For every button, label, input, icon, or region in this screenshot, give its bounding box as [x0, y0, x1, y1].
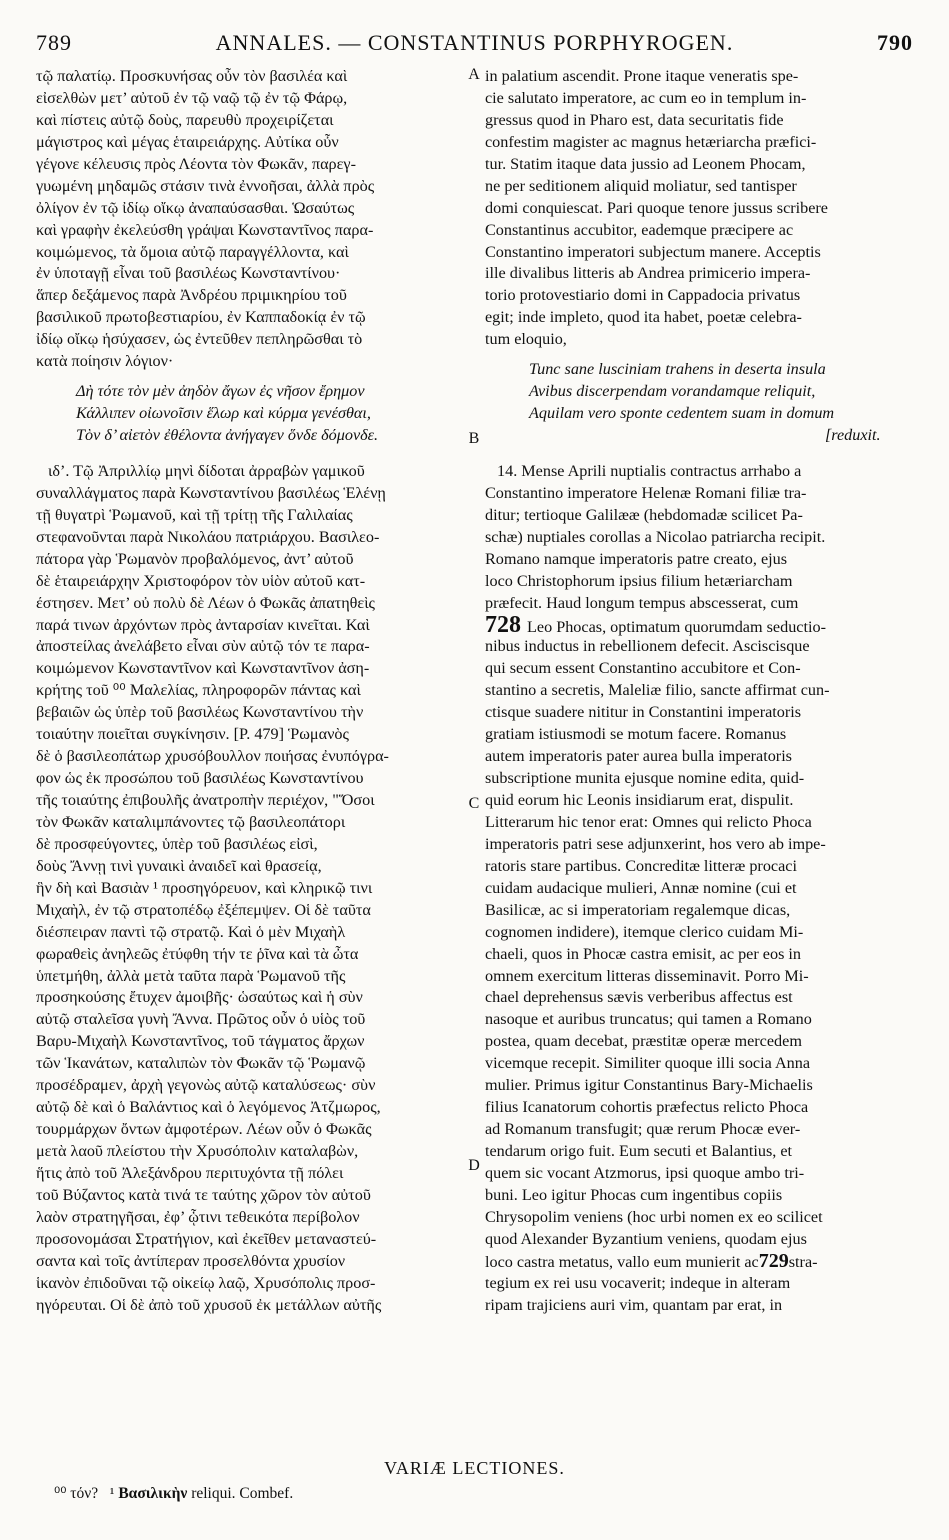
greek-text-line: καὶ πίστεις αὐτῷ δοὺς, παρευθὺ προχειρίζεται: [36, 110, 334, 129]
latin-text-line: mulier. Primus igitur Constantinus Bary-Michaelis: [485, 1076, 813, 1095]
latin-verse-line: Tunc sane lusciniam trahens in deserta insula: [529, 360, 826, 379]
latin-text-line: chaeli, quos in Phocæ castra emisit, ac per eos in: [485, 944, 802, 963]
latin-text-line: 728 Leo Phocas, optimatum quorumdam seductio-: [485, 615, 913, 637]
latin-text-line: cognomen indidere), itemque clerico cuidam Mi-: [485, 922, 804, 941]
greek-text-line: προσηκούσης ἔτυχεν ἀμοιβῆς· ὡσαύτως καὶ ἡ σὺν: [36, 988, 363, 1007]
latin-text-line: tegium ex rei usu vocaverit; indeque in alteram: [485, 1273, 791, 1292]
greek-text-line: κατὰ ποίησιν λόγιον·: [36, 352, 174, 371]
latin-text-line: nasoque et auribus truncatus; qui tamen a Romano: [485, 1010, 812, 1029]
spacer: [485, 447, 913, 461]
greek-text-line: ηγόρευται. Οἱ δὲ ἀπὸ τοῦ χρυσοῦ ἐκ μετάλλων αὐτῆς: [36, 1295, 382, 1314]
greek-text-line: Μιχαὴλ, ἐν τῷ στρατοπέδῳ ἐξέπεμψεν. Οἱ δὲ ταῦτα: [36, 900, 371, 919]
greek-text-line: προσονομάσαι Στρατήγιον, καὶ ἐκεῖθεν μεταναστεύ-: [36, 1229, 377, 1248]
margin-page-number-728: 728: [485, 614, 527, 637]
latin-text-line: chael deprehensus sævis verberibus affectus est: [485, 988, 793, 1007]
greek-text-line: καὶ γραφὴν ἐκελεύσθη γράψαι Κωνσταντῖνος παρα-: [36, 220, 374, 239]
greek-text-line: τουρμάρχων ὄντων ἀμφοτέρων. Λέων οὖν ὁ Φωκᾶς: [36, 1120, 372, 1139]
greek-text-line: τὸν Φωκᾶν καταλιμπάνοντες τῷ βασιλεοπάτορι: [36, 812, 346, 831]
greek-text-line: δὲ ἑταιρειάρχην Χριστοφόρον τὸν υἱὸν αὐτοῦ κατ-: [36, 571, 366, 590]
latin-text-line: cie salutato imperatore, ac cum eo in templum in-: [485, 88, 807, 107]
greek-text-line: βεβαιῶν ὡς ὑπὲρ τοῦ βασιλέως Κωνσταντίνου τὴν: [36, 703, 364, 722]
latin-text-line: autem imperatoris pater aurea bulla imperatoris: [485, 747, 792, 766]
greek-text-line: ὑπετμήθη, ἀλλὰ μετὰ ταῦτα παρὰ Ῥωμανοῦ τῆς: [36, 966, 346, 985]
footnote: [54, 1484, 293, 1503]
latin-text-line: ripam trajiciens auri vim, quantam par erat, in: [485, 1295, 783, 1314]
latin-text-line: subscriptione munita ejusque nomine edita, quid-: [485, 769, 805, 788]
latin-verse-line: Aquilam vero sponte cedentem suam in domum: [529, 404, 835, 423]
page-number-right: 790: [877, 30, 913, 55]
greek-text-line: παρά τινων ἀρχόντων πρὸς ἀνταρσίαν κινεῖται. Καὶ: [36, 615, 370, 634]
latin-text-line: loco castra metatus, vallo eum munierit ac729stra-: [485, 1250, 818, 1272]
latin-text-line: omnem exercitum litteras disseminavit. Porro Mi-: [485, 966, 809, 985]
greek-text-line: ιδ’. Τῷ Ἀπριλλίῳ μηνὶ δίδοται ἀρραβὼν γαμικοῦ: [48, 461, 365, 480]
greek-text-line: ἅπερ δεξάμενος παρὰ Ἀνδρέου πριμικηρίου τοῦ: [36, 286, 347, 305]
greek-text-line: τῶν Ἱκανάτων, καταλιπὼν τὸν Φωκᾶν τῷ Ῥωμανῷ: [36, 1054, 366, 1073]
greek-text-line: ἐν ὑποταγῇ εἶναι τοῦ βασιλέως Κωνσταντίνου·: [36, 264, 341, 283]
running-header: [36, 30, 913, 62]
section-marker-a: A: [468, 66, 480, 83]
greek-text-line: συναλλάγματος παρὰ Κωνσταντίνου βασιλέως Ἑλένῃ: [36, 483, 386, 502]
greek-text-line: κοιμώμενος, τὰ ὅμοια αὐτῷ παραγγέλλοντα, καὶ: [36, 242, 349, 261]
greek-text-line: τῆς τοιαύτης ἐπιβουλῆς ἀνατροπὴν περιέχον, "Ὅσοι: [36, 791, 375, 809]
latin-text-line: Chrysopolim veniens (hoc urbi nomen ex eo scilicet: [485, 1207, 823, 1226]
latin-text-continuation: stra-: [788, 1252, 818, 1271]
latin-verse-line: Avibus discerpendam vorandamque reliquit,: [529, 382, 816, 401]
variae-lectiones-heading: VARIÆ LECTIONES.: [384, 1458, 565, 1478]
greek-text-line: εἰσελθὼν μετ’ αὐτοῦ ἐν τῷ ναῷ τῷ ἐν τῷ Φάρῳ,: [36, 88, 348, 107]
footnote-c: Βασιλικὴν: [118, 1485, 188, 1502]
greek-verse-line: Τὸν δ’ αἰετὸν ἐθέλοντα ἀνήγαγεν ὅνδε δόμονδε.: [76, 426, 379, 444]
greek-text-line: αὐτῷ σταλεῖσα γυνὴ Ἄννα. Πρῶτος οὖν ὁ υἱὸς τοῦ: [36, 1010, 366, 1029]
latin-text-line: tendarum origo fuit. Eum secuti et Balantius, et: [485, 1142, 793, 1160]
latin-text-line: Constantino imperatori subjectum manere. Acceptis: [485, 242, 821, 261]
latin-text-line: imperatoris patri sese adjunxerint, hos vero ab impe-: [485, 834, 826, 853]
latin-text-line: nibus inductus in rebellionem defecit. Asciscisque: [485, 637, 810, 656]
footnote-d: reliqui. Combef.: [191, 1485, 294, 1502]
greek-text-line: διέσπειραν παντὶ τῷ στρατῷ. Καὶ ὁ μὲν Μιχαὴλ: [36, 922, 346, 941]
latin-text-line: Romano namque imperatoris patre creato, ejus: [485, 549, 788, 568]
latin-verse-line: [reduxit.: [825, 426, 881, 444]
latin-text-line: egit; inde impleto, quod ita habet, poetæ celebra-: [485, 308, 802, 327]
greek-text-line: κοιμώμενον Κωνσταντῖνον καὶ Κωνσταντῖνον ἀση-: [36, 659, 370, 678]
latin-text-line: præfecit. Haud longum tempus abscesserat, cum: [485, 593, 799, 612]
latin-text-line: stantino a secretis, Maleliæ filio, sancte affirmat cun-: [485, 681, 830, 700]
latin-text-line: schæ) nuptiales corollas a Nicolao patriarcha recipit.: [485, 527, 826, 546]
spacer: [36, 373, 464, 381]
greek-text-line: ἱκανὸν ἐπιδοῦναι τῷ οἰκείῳ λαῷ, Χρυσόπολις προσ-: [36, 1273, 376, 1292]
greek-text-line: προσέδραμεν, ἀρχὴ γεγονὼς αὐτῷ καταλύσεως· σὺν: [36, 1076, 376, 1095]
greek-text-line: φον ὡς ἐκ προσώπου τοῦ βασιλέως Κωνσταντίνου: [36, 769, 364, 788]
greek-text-line: δὲ προσφεύγοντες, ὑπὲρ τοῦ βασιλέως εἰσὶ,: [36, 834, 318, 853]
latin-text-line: Litterarum hic tenor erat: Omnes qui relicto Phoca: [485, 812, 812, 831]
greek-text-line: ἥτις ἀπὸ τοῦ Ἀλεξάνδρου περιτυχόντα τῇ πόλει: [36, 1163, 344, 1182]
footnote-b: ¹: [109, 1485, 115, 1502]
latin-text-line: postea, quam decebat, præstitæ operæ mercedem: [485, 1032, 802, 1051]
greek-text-line: πάτορα γὰρ Ῥωμανὸν προβαλόμενος, ἀντ’ αὐτοῦ: [36, 549, 354, 568]
greek-text-line: φωραθεὶς ἀνηλεῶς ἐτύφθη τήν τε ῥῖνα καὶ τὰ ὦτα: [36, 944, 359, 963]
greek-verse-line: Δὴ τότε τὸν μὲν ἀηδὸν ἄγων ἐς νῆσον ἔρημον: [76, 382, 365, 401]
latin-text-line: ad Romanum transfugit; quæ rerum Phocæ ever-: [485, 1120, 801, 1139]
page-number-left: 789: [36, 30, 72, 55]
greek-text-line: σαντα καὶ τοῖς ἀντίπεραν προσελθόντα χρυσίον: [36, 1251, 346, 1270]
greek-text-line: Βαρυ-Μιχαὴλ Κωνσταντῖνος, τοῦ τάγματος ἄρχων: [36, 1032, 365, 1051]
greek-text-line: γέγονε κέλευσις πρὸς Λέοντα τὸν Φωκᾶν, παρεγ-: [36, 154, 356, 173]
latin-text-line: tur. Statim itaque data jussio ad Leonem Phocam,: [485, 154, 806, 173]
greek-text-line: κρήτης τοῦ ⁰⁰ Μαλελίας, πληροφορῶν πάντας καὶ: [36, 681, 361, 700]
greek-text-line: δοὺς Ἄννῃ τινὶ γυναικὶ ἀναιδεῖ καὶ θρασείᾳ,: [36, 856, 322, 875]
greek-text-line: ἣν δὴ καὶ Βασιὰν ¹ προσηγόρευον, καὶ κληρικῷ τινι: [36, 878, 373, 897]
latin-text-line: confestim magister ac magnus hetæriarcha præfici-: [485, 132, 817, 151]
latin-text-line: ctisque suadere nititur in Constantini imperatoris: [485, 703, 802, 722]
greek-text-line: λαὸν στρατηγῆσαι, ἐφ’ ᾧτινι τεθεικότα περίβολον: [36, 1207, 360, 1226]
latin-text-line: in palatium ascendit. Prone itaque veneratis spe-: [485, 67, 799, 85]
latin-text-line: cuidam audacique mulieri, Annæ nomine (cui et: [485, 878, 797, 897]
latin-text-line: quid eorum hic Leonis insidiarum erat, dispulit.: [485, 791, 794, 809]
latin-text-line: Basilicæ, ac si imperatoriam regalemque dicas,: [485, 900, 791, 919]
greek-text-line: γυωμένη μηδαμῶς στάσιν τινὰ ἐννοῆσαι, ἀλλὰ πρὸς: [36, 176, 375, 195]
greek-text-line: στεφανοῦνται παρὰ Νικολάου πατριάρχου. Βασιλεο-: [36, 527, 380, 546]
section-marker-b: B: [468, 430, 480, 447]
greek-text-line: έστησεν. Μετ’ οὐ πολὺ δὲ Λέων ὁ Φωκᾶς ἀπατηθεὶς: [36, 593, 375, 612]
greek-text-line: βασιλικοῦ πρωτοβεστιαρίου, ἐν Καππαδοκίᾳ ἐν τῷ: [36, 308, 366, 327]
latin-text-line: filius Icanatorum cohortis præfectus relicto Phoca: [485, 1098, 809, 1117]
latin-text-line: ne per seditionem aliquid moliatur, sed tantisper: [485, 176, 797, 195]
latin-text-line: quem sic vocant Atzmorus, ipsi quoque ambo tri-: [485, 1163, 805, 1182]
greek-text-line: τοῦ Βύζαντος κατὰ τινά τε ταύτης χῶρον τὸν αὐτοῦ: [36, 1185, 371, 1204]
latin-text-line: quod Alexander Byzantium veniens, quodam ejus: [485, 1229, 807, 1248]
greek-text-line: τοιαύτην ποιεῖται συγκίνησιν. [P. 479] Ῥωμανὸς: [36, 725, 349, 744]
footnote-a: ⁰⁰ τόν?: [54, 1485, 99, 1502]
margin-page-number-729: 729: [758, 1250, 789, 1272]
greek-text-line: αὐτῷ δὲ καὶ ὁ Βαλάντιος καὶ ὁ λεγόμενος Ἀτζμωρος,: [36, 1098, 381, 1117]
spacer: [36, 447, 464, 461]
greek-text-line: δὲ ὁ βασιλεοπάτωρ χρυσόβουλλον ποιήσας ἐνυπόγρα-: [36, 747, 389, 766]
latin-text-line: gratiam istiusmodi se motum facere. Romanus: [485, 725, 787, 744]
latin-text-line: buni. Leo igitur Phocas cum ingentibus copiis: [485, 1185, 783, 1204]
latin-text-line: ille divalibus litteris ab Andrea primicerio impera-: [485, 264, 811, 283]
spacer: [485, 351, 913, 359]
greek-text-line: μετὰ λαοῦ πλείστου τὴν Χρυσόπολιν καταλαβὼν,: [36, 1142, 359, 1160]
latin-text-line: qui secum essent Constantino accubitore et Con-: [485, 659, 801, 678]
latin-text-line: gressus quod in Pharo est, data securitatis fide: [485, 110, 784, 129]
section-marker-c: C: [468, 795, 480, 812]
latin-text-line: 14. Mense Aprili nuptialis contractus arrhabo a: [497, 461, 802, 480]
latin-text-line: loco Christophorum ipsius filium hetæriarcham: [485, 571, 793, 590]
greek-text-line: μάγιστρος καὶ μέγας ἑταιρειάρχης. Αὐτίκα οὖν: [36, 132, 339, 151]
section-marker-d: D: [468, 1157, 480, 1174]
latin-text-line: vicemque recepit. Similiter quoque illi socia Anna: [485, 1054, 811, 1073]
latin-text-line: domi conquiescat. Pari quoque tenore jussus scribere: [485, 198, 828, 217]
latin-column: [485, 66, 913, 1317]
greek-column: [36, 66, 464, 1317]
latin-text-line: Constantino imperatore Helenæ Romani filiæ tra-: [485, 483, 807, 502]
greek-text-line: ὀλίγον ἐν τῷ ἰδίῳ οἴκῳ ἀναπαύσασθαι. Ὡσαύτως: [36, 198, 355, 217]
latin-text-line: ratoris stare partibus. Concreditæ litteræ procaci: [485, 856, 797, 875]
latin-text-line: tum eloquio,: [485, 330, 567, 349]
greek-text-line: τῷ παλατίῳ. Προσκυνήσας οὖν τὸν βασιλέα καὶ: [36, 67, 348, 85]
greek-verse-line: Κάλλιπεν οἰωνοῖσιν ἕλωρ καὶ κύρμα γενέσθαι,: [76, 404, 371, 423]
running-title: ANNALES. — CONSTANTINUS PORPHYROGEN.: [215, 30, 734, 55]
greek-text-line: ἰδίῳ οἴκῳ ἡσύχασεν, ὡς ἐντεῦθεν πεπληρῶσθαι τὸ: [36, 330, 363, 349]
latin-text-line: Constantinus accubitor, eademque præcipere ac: [485, 220, 794, 239]
greek-text-line: τῇ θυγατρὶ Ῥωμανοῦ, καὶ τῇ τρίτῃ τῆς Γαλιλαίας: [36, 505, 353, 524]
latin-text-line: torio protovestiario domi in Cappadocia privatus: [485, 286, 801, 305]
latin-text-line: ditur; tertioque Galilææ (hebdomadæ scilicet Pa-: [485, 505, 803, 524]
greek-text-line: ἀποστείλας ἀνελάβετο εἶναι σὺν αὐτῷ τόν τε παρα-: [36, 637, 370, 656]
